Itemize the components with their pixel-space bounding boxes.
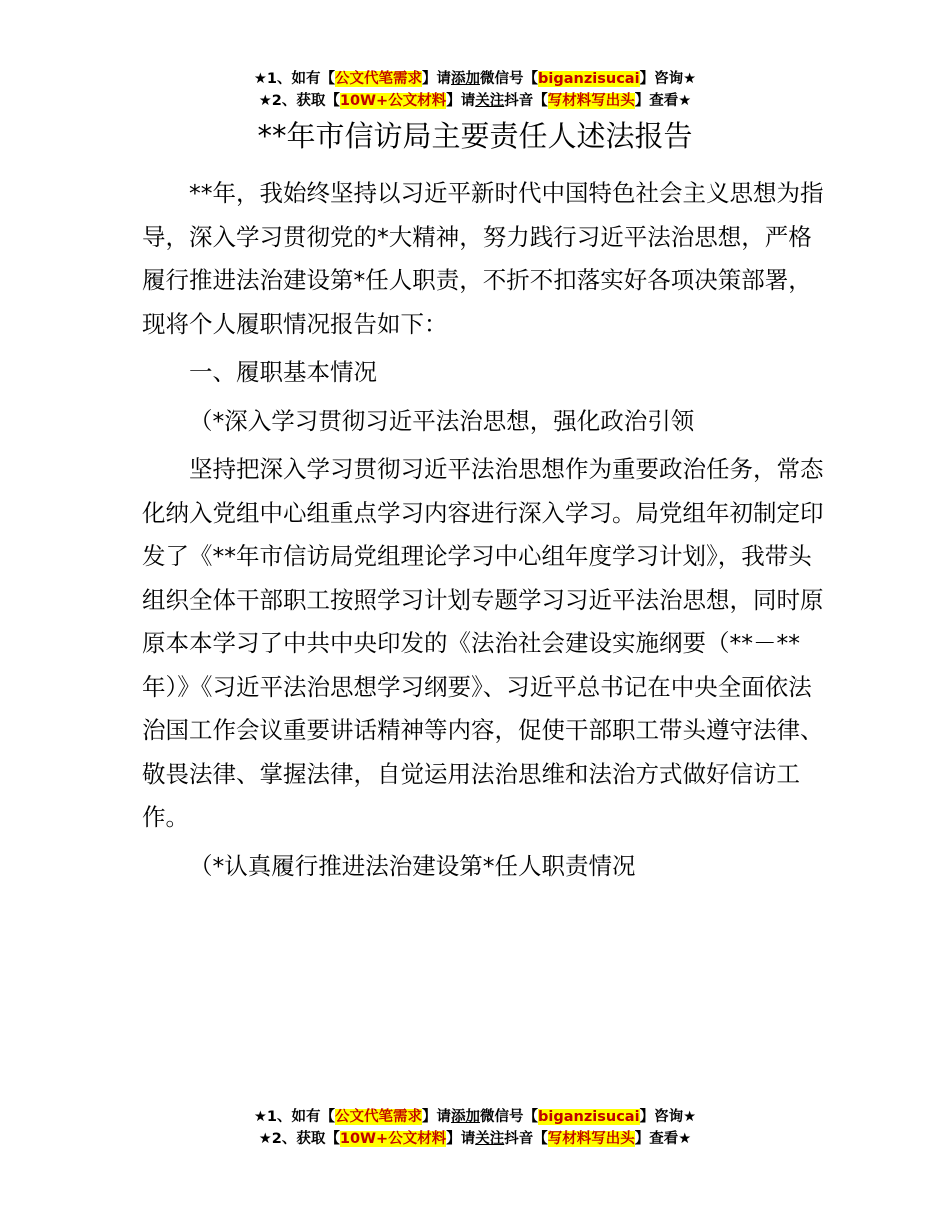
banner-text: 】请 xyxy=(422,71,452,87)
banner-line-2 xyxy=(0,1128,950,1150)
banner-underlined: 添加 xyxy=(451,71,481,87)
banner-text: 】查看★ xyxy=(634,93,692,109)
banner-highlight: 写材料写出头 xyxy=(547,93,635,109)
banner-highlight: 公文代笔需求 xyxy=(335,1109,423,1125)
header-banner xyxy=(0,68,950,112)
banner-text: 微信号【 xyxy=(480,1109,539,1125)
footer-banner xyxy=(0,1106,950,1150)
banner-underlined: 关注 xyxy=(475,1131,505,1147)
banner-text: ★2、获取【 xyxy=(258,1131,340,1147)
banner-highlight: 10W+公文材料 xyxy=(339,93,447,109)
banner-highlight: 写材料写出头 xyxy=(547,1131,635,1147)
body-paragraph: 坚持把深入学习贯彻习近平法治思想作为重要政治任务，常态化纳入党组中心组重点学习内容进行深入学习。局党组年初制定印发了《**年市信访局党组理论学习中心组年度学习计划》，我带头组织全体干部职工按照学习计划专题学习习近平法治思想，同时原原本本学习了中共中央印发的《法治社会建设实施纲要（**－**年）》《习近平法治思想学习纲要》、习近平总书记在中央全面依法治国工作会议重要讲话精神等内容，促使干部职工带头遵守法律、敬畏法律、掌握法律，自觉运用法治思维和法治方式做好信访工作。 xyxy=(142,455,824,831)
banner-line-2 xyxy=(0,90,950,112)
banner-underlined: 添加 xyxy=(451,1109,481,1125)
intro-paragraph: **年，我始终坚持以习近平新时代中国特色社会主义思想为指导，深入学习贯彻党的*大精神，努力践行习近平法治思想，严格履行推进法治建设第*任人职责，不折不扣落实好各项决策部署，现将个人履职情况报告如下： xyxy=(142,179,824,338)
banner-text: 】咨询★ xyxy=(639,1109,697,1125)
banner-highlight: biganzisucai xyxy=(538,1109,640,1125)
subsection-heading: （*深入学习贯彻习近平法治思想，强化政治引领 xyxy=(189,406,695,435)
banner-text: 微信号【 xyxy=(480,71,539,87)
banner-text: 】请 xyxy=(446,93,476,109)
banner-text: 抖音【 xyxy=(504,1131,548,1147)
banner-underlined: 关注 xyxy=(475,93,505,109)
banner-text: 】请 xyxy=(422,1109,452,1125)
banner-highlight: 公文代笔需求 xyxy=(335,71,423,87)
banner-text: ★1、如有【 xyxy=(253,1109,336,1125)
banner-text: 】咨询★ xyxy=(639,71,697,87)
banner-line-1 xyxy=(0,68,950,90)
subsection-heading: （*认真履行推进法治建设第*任人职责情况 xyxy=(189,851,636,880)
banner-text: ★2、获取【 xyxy=(258,93,340,109)
banner-text: 】查看★ xyxy=(634,1131,692,1147)
banner-highlight: biganzisucai xyxy=(538,71,640,87)
banner-text: 】请 xyxy=(446,1131,476,1147)
banner-text: 抖音【 xyxy=(504,93,548,109)
banner-highlight: 10W+公文材料 xyxy=(339,1131,447,1147)
banner-line-1 xyxy=(0,1106,950,1128)
section-heading: 一、履职基本情况 xyxy=(189,358,377,386)
document-body xyxy=(142,172,832,893)
banner-text: ★1、如有【 xyxy=(253,71,336,87)
document-title: **年市信访局主要责任人述法报告 xyxy=(257,119,693,153)
